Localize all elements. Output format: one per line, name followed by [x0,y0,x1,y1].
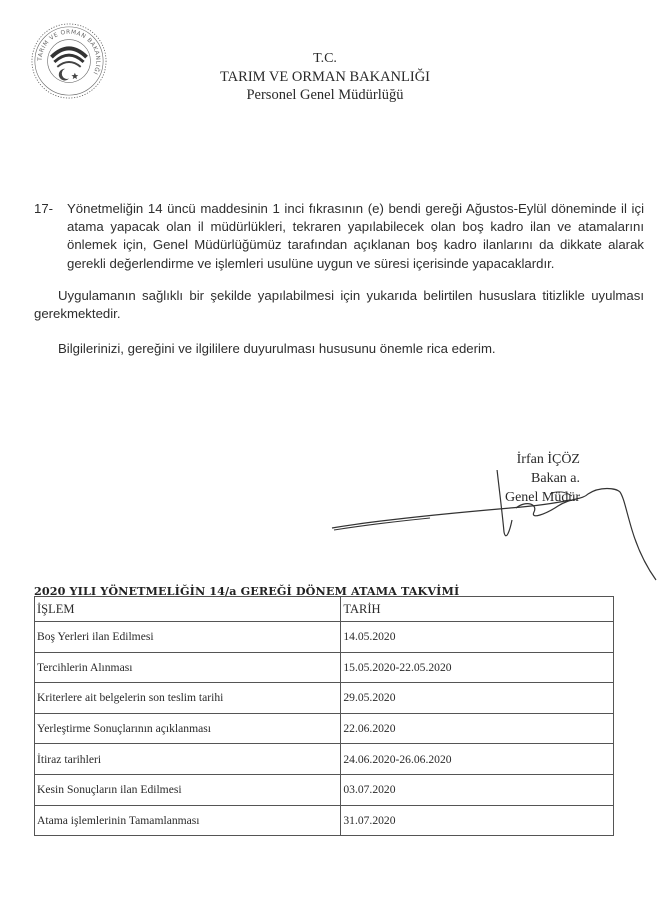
process-cell: İtiraz tarihleri [35,744,341,775]
date-cell: 22.06.2020 [341,713,614,744]
date-cell: 24.06.2020-26.06.2020 [341,744,614,775]
signer-title-2: Genel Müdür [504,490,580,505]
process-cell: Kesin Sonuçların ilan Edilmesi [35,774,341,805]
date-cell: 15.05.2020-22.05.2020 [341,652,614,683]
letterhead [200,50,450,104]
date-cell: 14.05.2020 [341,622,614,653]
signer-title-1: Bakan a. [531,471,580,486]
item-17 [34,200,644,273]
process-cell: Yerleştirme Sonuçlarının açıklanması [35,713,341,744]
header-cell-date: TARİH [341,597,614,622]
date-cell: 31.07.2020 [341,805,614,836]
table-row [35,652,614,683]
letter-body [34,200,644,358]
table-header-row [35,597,614,622]
header-ministry: TARIM VE ORMAN BAKANLIĞI [219,69,431,85]
seal-ring-text: TARIM VE ORMAN BAKANLIĞI [37,29,101,76]
header-cell-process: İŞLEM [35,597,341,622]
header-tc: T.C. [313,51,337,66]
table-row [35,622,614,653]
item-number: 17- [34,201,54,216]
calendar-title: 2020 YILI YÖNETMELİĞİN 14/a GEREĞİ DÖNEM ATAMA TAKVİMİ [34,584,460,598]
date-cell: 29.05.2020 [341,683,614,714]
paragraph-closing: Bilgilerinizi, gereğini ve ilgililere duyurulması hususunu önemle rica ederim. [58,340,496,356]
table-row [35,774,614,805]
process-cell: Atama işlemlerinin Tamamlanması [35,805,341,836]
item-text: Yönetmeliğin 14 üncü maddesinin 1 inci fıkrasının (e) bendi gereği Ağustos-Eylül döneminde il içi atama yapacak olan il müdürlükleri, tekraren yapılabilecek olan boş kadro ilan ve atamalarını önlemek için, Genel Müdürlüğümüz tarafından açıklanan boş kadro ilanlarını da dikkate alarak gerekli değerlendirme ve işlemleri usulüne uygun ve süresi içerisinde yapacaklardır. [67,201,644,271]
header-department: Personel Genel Müdürlüğü [246,87,404,103]
paragraph-compliance: Uygulamanın sağlıklı bir şekilde yapılabilmesi için yukarıda belirtilen hususlara titizlikle uyulması gerekmektedir. [34,287,644,322]
process-cell: Tercihlerin Alınması [35,652,341,683]
ministry-seal-logo [30,22,108,100]
table-row [35,713,614,744]
date-cell: 03.07.2020 [341,774,614,805]
process-cell: Kriterlere ait belgelerin son teslim tarihi [35,683,341,714]
signer-name: İrfan İÇÖZ [516,452,580,467]
table-row [35,683,614,714]
svg-text:TARIM VE ORMAN BAKANLIĞI [38,30,101,76]
process-cell: Boş Yerleri ilan Edilmesi [35,622,341,653]
signature-block [440,450,580,507]
table-row [35,805,614,836]
table-row [35,744,614,775]
appointment-calendar-table [34,596,614,836]
